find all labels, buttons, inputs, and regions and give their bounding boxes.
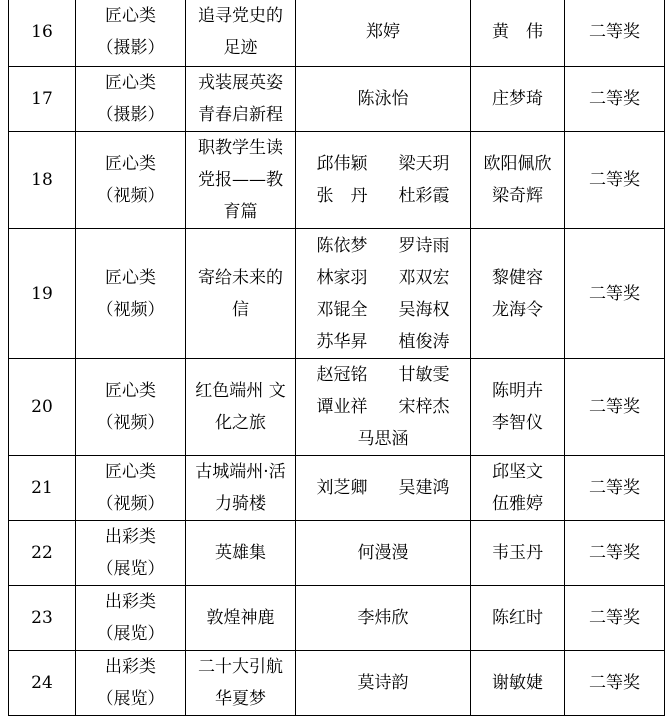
row-number: 21	[9, 456, 76, 521]
award-level: 二等奖	[565, 359, 665, 456]
category-line: 匠心类	[105, 6, 156, 26]
row-number: 18	[9, 132, 76, 229]
work-title-line: 足迹	[223, 38, 258, 58]
teachers-cell	[471, 586, 565, 651]
teacher-name: 龙海令	[492, 299, 543, 320]
student-name: 苏华昇	[316, 331, 368, 352]
student-name: 刘芝卿	[316, 478, 368, 498]
student-name: 陈泳怡	[357, 89, 409, 109]
row-number: 23	[9, 586, 76, 651]
table-row	[9, 359, 665, 456]
category-cell	[76, 132, 186, 229]
category-cell	[76, 586, 186, 651]
students-line	[298, 423, 468, 455]
row-number: 22	[9, 521, 76, 586]
category-line: （展览）	[96, 689, 165, 709]
student-name: 梁天玥	[398, 154, 450, 174]
teacher-name: 黄 伟	[492, 22, 543, 42]
award-level: 二等奖	[565, 586, 665, 651]
work-title-cell	[186, 359, 296, 456]
category-line: （视频）	[96, 299, 165, 320]
teachers-cell	[471, 651, 565, 716]
student-name: 罗诗雨	[398, 235, 450, 256]
award-level: 二等奖	[565, 521, 665, 586]
student-name: 陈依梦	[316, 235, 368, 256]
student-name: 何漫漫	[357, 543, 409, 563]
award-table-body	[9, 0, 665, 716]
row-number: 20	[9, 359, 76, 456]
teacher-name: 梁奇辉	[492, 186, 543, 206]
students-cell	[296, 0, 471, 67]
student-name: 李炜欣	[357, 608, 409, 628]
category-line: （展览）	[96, 624, 165, 644]
student-name: 郑婷	[366, 22, 400, 42]
students-line	[298, 602, 468, 634]
teacher-name: 陈明卉	[492, 381, 543, 401]
category-line: （视频）	[96, 413, 165, 433]
award-level: 二等奖	[565, 67, 665, 132]
teachers-cell	[471, 0, 565, 67]
category-line: 匠心类	[105, 154, 156, 174]
student-name: 马思涵	[357, 429, 409, 449]
category-cell	[76, 456, 186, 521]
students-cell	[296, 586, 471, 651]
work-title-line: 敦煌神鹿	[206, 608, 275, 628]
category-line: （视频）	[96, 186, 165, 206]
work-title-line: 化之旅	[215, 413, 266, 433]
category-cell	[76, 0, 186, 67]
category-line: 出彩类	[105, 657, 156, 677]
work-title-line: 力骑楼	[215, 494, 266, 514]
teachers-cell	[471, 132, 565, 229]
students-line	[298, 83, 468, 115]
students-cell	[296, 651, 471, 716]
category-line: （摄影）	[96, 38, 165, 58]
student-name: 林家羽	[316, 267, 368, 288]
students-cell	[296, 359, 471, 456]
students-line	[298, 359, 468, 391]
work-title-line: 红色端州 文	[195, 381, 286, 401]
work-title-line: 华夏梦	[215, 689, 266, 709]
teacher-name: 李智仪	[492, 413, 543, 433]
row-number: 24	[9, 651, 76, 716]
students-line	[298, 472, 468, 504]
student-name: 杜彩霞	[398, 186, 450, 206]
work-title-line: 信	[232, 299, 249, 320]
work-title-line: 戎装展英姿	[198, 73, 283, 93]
category-line: 出彩类	[105, 527, 156, 547]
teacher-name: 陈红时	[492, 608, 543, 628]
award-level: 二等奖	[565, 229, 665, 359]
table-row	[9, 0, 665, 67]
student-name: 谭业祥	[316, 397, 368, 417]
award-level: 二等奖	[565, 651, 665, 716]
student-name: 邱伟颖	[316, 154, 368, 174]
teacher-name: 韦玉丹	[492, 543, 543, 563]
category-cell	[76, 359, 186, 456]
category-line: 匠心类	[105, 462, 156, 482]
student-name: 邓双宏	[398, 267, 450, 288]
student-name: 邓锟全	[316, 299, 368, 320]
category-line: （摄影）	[96, 105, 165, 125]
students-cell	[296, 132, 471, 229]
teacher-name: 欧阳佩欣	[483, 154, 552, 174]
category-cell	[76, 229, 186, 359]
work-title-cell	[186, 456, 296, 521]
students-line	[298, 537, 468, 569]
category-cell	[76, 651, 186, 716]
work-title-cell	[186, 229, 296, 359]
row-number: 17	[9, 67, 76, 132]
teacher-name: 邱坚文	[492, 462, 543, 482]
students-line	[298, 667, 468, 699]
category-line: 出彩类	[105, 592, 156, 612]
row-number: 19	[9, 229, 76, 359]
student-name: 吴建鸿	[398, 478, 450, 498]
student-name: 宋梓杰	[398, 397, 450, 417]
category-line: 匠心类	[105, 73, 156, 93]
student-name: 吴海权	[398, 299, 450, 320]
work-title-cell	[186, 0, 296, 67]
student-name: 莫诗韵	[357, 673, 409, 693]
award-level: 二等奖	[565, 0, 665, 67]
category-line: 匠心类	[105, 267, 156, 288]
work-title-line: 古城端州·活	[195, 462, 286, 482]
work-title-line: 育篇	[223, 202, 258, 222]
students-line	[298, 230, 468, 262]
teachers-cell	[471, 359, 565, 456]
category-line: （视频）	[96, 494, 165, 514]
students-line	[298, 16, 468, 48]
students-line	[298, 391, 468, 423]
table-row	[9, 586, 665, 651]
students-line	[298, 294, 468, 326]
teacher-name: 黎健容	[492, 267, 543, 288]
work-title-cell	[186, 651, 296, 716]
work-title-cell	[186, 586, 296, 651]
teachers-cell	[471, 67, 565, 132]
work-title-line: 追寻党史的	[198, 6, 283, 26]
table-row	[9, 229, 665, 359]
students-cell	[296, 456, 471, 521]
work-title-line: 二十大引航	[198, 657, 283, 677]
work-title-cell	[186, 67, 296, 132]
student-name: 甘敏雯	[398, 365, 450, 385]
student-name: 植俊涛	[398, 331, 450, 352]
category-cell	[76, 521, 186, 586]
row-number: 16	[9, 0, 76, 67]
teacher-name: 伍雅婷	[492, 494, 543, 514]
students-cell	[296, 229, 471, 359]
students-cell	[296, 67, 471, 132]
work-title-line: 寄给未来的	[198, 267, 283, 288]
teachers-cell	[471, 229, 565, 359]
work-title-line: 青春启新程	[198, 105, 283, 125]
students-line	[298, 180, 468, 212]
category-cell	[76, 67, 186, 132]
students-line	[298, 148, 468, 180]
work-title-line: 党报——教	[198, 170, 283, 190]
teachers-cell	[471, 456, 565, 521]
table-row	[9, 67, 665, 132]
students-line	[298, 262, 468, 294]
work-title-cell	[186, 132, 296, 229]
work-title-line: 英雄集	[215, 543, 266, 563]
students-line	[298, 326, 468, 358]
student-name: 张 丹	[316, 186, 368, 206]
award-level: 二等奖	[565, 456, 665, 521]
category-line: 匠心类	[105, 381, 156, 401]
teachers-cell	[471, 521, 565, 586]
table-row	[9, 132, 665, 229]
student-name: 赵冠铭	[316, 365, 368, 385]
category-line: （展览）	[96, 559, 165, 579]
table-row	[9, 651, 665, 716]
award-table	[8, 0, 665, 716]
work-title-cell	[186, 521, 296, 586]
teacher-name: 谢敏婕	[492, 673, 543, 693]
table-row	[9, 521, 665, 586]
work-title-line: 职教学生读	[198, 138, 283, 158]
award-level: 二等奖	[565, 132, 665, 229]
students-cell	[296, 521, 471, 586]
table-row	[9, 456, 665, 521]
teacher-name: 庄梦琦	[492, 89, 543, 109]
